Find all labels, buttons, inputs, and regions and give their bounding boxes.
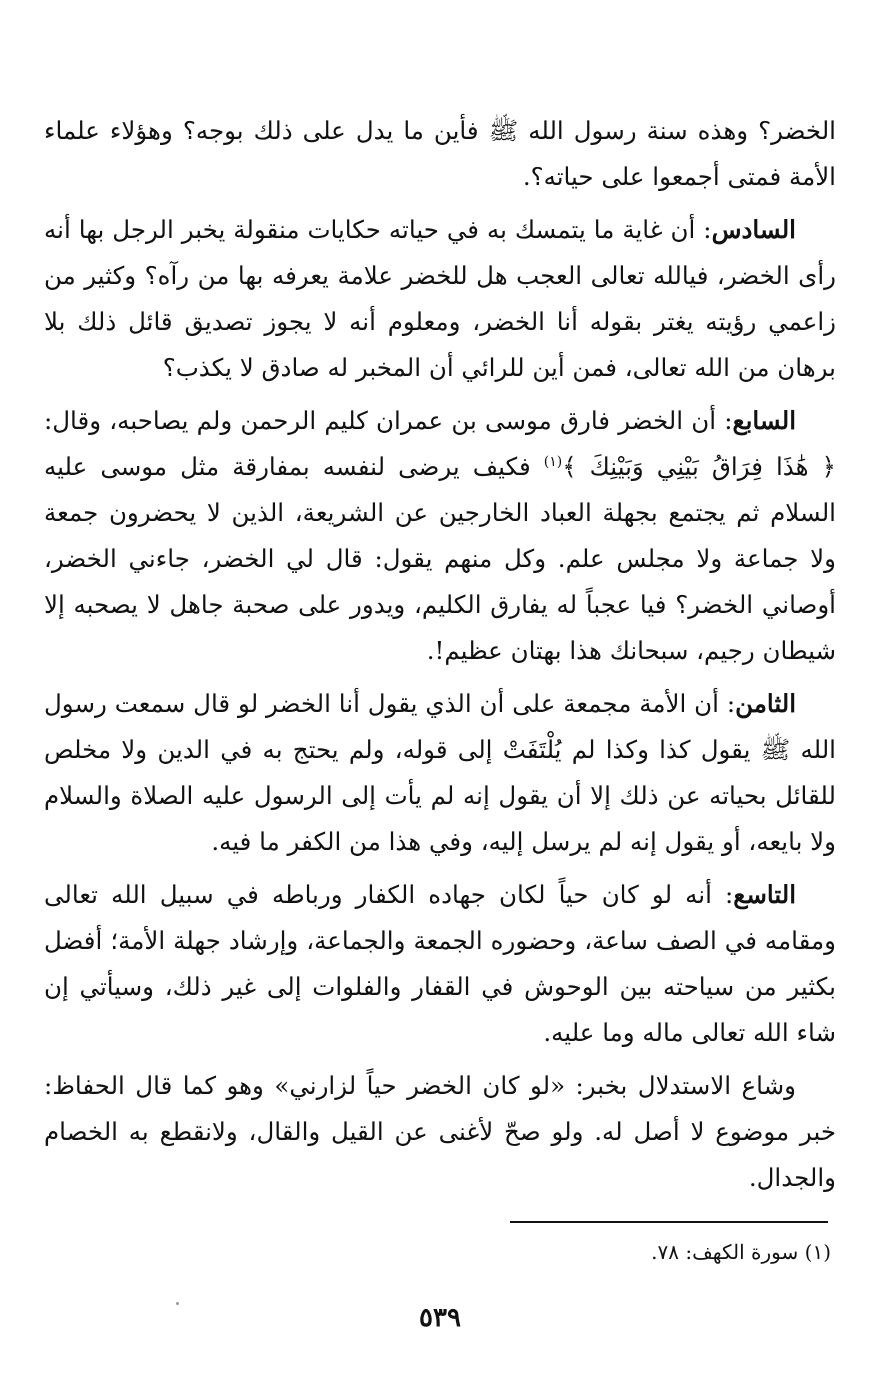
paragraph-text: : أن الأمة مجمعة على أن الذي يقول أنا الخضر لو قال سمعت رسول الله ﷺ يقول كذا وكذا لم يُلْتَفَتْ إلى قوله، ولم يحتج به في الدين ولا مخلص للقائل بحياته عن ذلك إلا أن يقول إنه لم يأت إلى الرسول عليه الصلاة والسلام ولا بايعه، أو يقول إنه لم يرسل إليه، وفي هذا من الكفر ما فيه. xyxy=(44,689,836,856)
paragraph-seventh xyxy=(44,398,836,674)
paragraph-text-continued: فكيف يرضى لنفسه بمفارقة مثل موسى عليه السلام ثم يجتمع بجهلة العباد الخارجين عن الشريعة، الذين لا يحضرون جمعة ولا جماعة ولا مجلس علم. وكل منهم يقول: قال لي الخضر، جاءني الخضر، أوصاني الخضر؟ فيا عجباً له يفارق الكليم، ويدور على صحبة جاهل لا يصحبه إلا شيطان رجيم، سبحانك هذا بهتان عظيم!. xyxy=(44,452,836,665)
paragraph-text: : أنه لو كان حياً لكان جهاده الكفار ورباطه في سبيل الله تعالى ومقامه في الصف ساعة، وحضوره الجمعة والجماعة، وإرشاد جهلة الأمة؛ أفضل بكثير من سياحته بين الوحوش في القفار والفلوات إلى غير ذلك، وسيأتي إن شاء الله تعالى ماله وما عليه. xyxy=(44,880,836,1047)
scan-speck xyxy=(176,1302,179,1305)
paragraph-text: الخضر؟ وهذه سنة رسول الله ﷺ فأين ما يدل على ذلك بوجه؟ وهؤلاء علماء الأمة فمتى أجمعوا على حياته؟. xyxy=(44,116,836,191)
footnote-divider xyxy=(510,1221,828,1223)
paragraph-label: التاسع xyxy=(733,880,796,909)
page-number: ٥٣٩ xyxy=(419,1303,461,1333)
paragraph-label: الثامن xyxy=(735,689,796,718)
paragraph-sixth xyxy=(44,207,836,391)
paragraph-text: : أن الخضر فارق موسى بن عمران كليم الرحمن ولم يصاحبه، وقال: xyxy=(44,406,733,435)
paragraph-text: : أن غاية ما يتمسك به في حياته حكايات منقولة يخبر الرجل بها أنه رأى الخضر، فيالله تعالى العجب هل للخضر علامة يعرفه بها من رآه؟ وكثير من زاعمي رؤيته يغتر بقوله أنا الخضر، ومعلوم أنه لا يجوز تصديق قائل ذلك بلا برهان من الله تعالى، فمن أين للرائي أن المخبر له صادق لا يكذب؟ xyxy=(44,215,836,382)
footnote-reference: (١) xyxy=(543,453,563,470)
quran-verse: ﴿ هَٰذَا فِرَاقُ بَيْنِي وَبَيْنِكَ ﴾ xyxy=(562,452,836,481)
paragraph-ninth xyxy=(44,872,836,1056)
paragraph-label: السابع xyxy=(732,406,796,435)
paragraph-eighth xyxy=(44,681,836,865)
main-text xyxy=(44,108,836,1208)
paragraph-label: السادس xyxy=(711,215,796,244)
paragraph-text: وشاع الاستدلال بخبر: «لو كان الخضر حياً لزارني» وهو كما قال الحفاظ: خبر موضوع لا أصل له. ولو صحّ لأغنى عن القيل والقال، ولانقطع به الخصام والجدال. xyxy=(44,1071,836,1192)
footnote: (١) سورة الكهف: ٧٨. xyxy=(651,1240,831,1264)
paragraph-closing xyxy=(44,1063,836,1201)
paragraph-intro xyxy=(44,108,836,200)
